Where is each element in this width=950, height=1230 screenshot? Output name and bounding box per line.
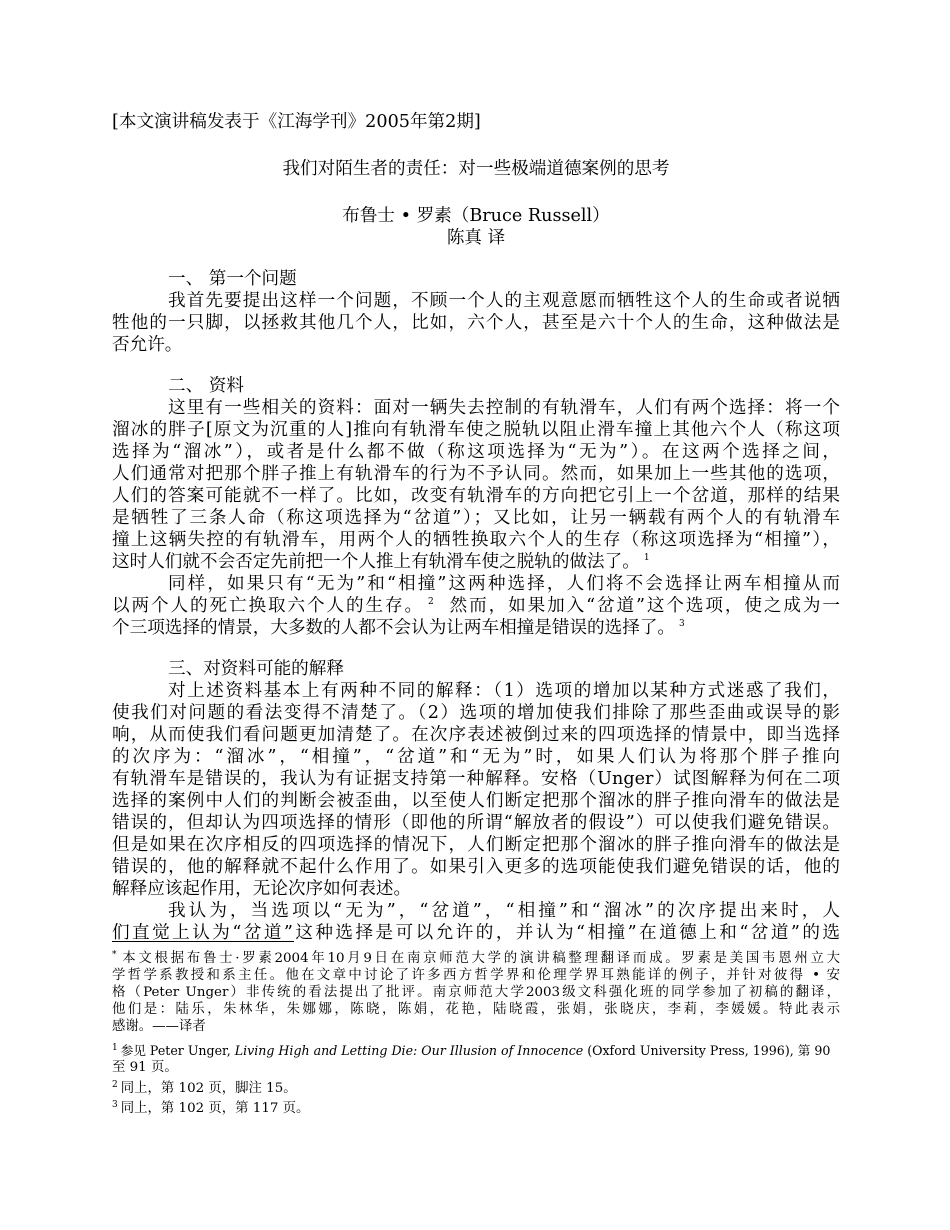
footnote-separator — [112, 941, 294, 942]
paragraph-line: 是牺牲了三条人命（称这项选择为“岔道”）；又比如，让另一辆载有两个人的有轨滑车 — [112, 508, 840, 528]
paragraph-line: 解释应该起作用，无论次序如何表述。 — [112, 879, 412, 899]
paragraph-line: 溜冰的胖子[原文为沉重的人]推向有轨滑车使之脱轨以阻止滑车撞上其他六个人（称这项 — [112, 420, 840, 440]
footnote-line: 感谢。——译者 — [112, 1019, 206, 1034]
author-line: 布鲁士 • 罗素（Bruce Russell） — [342, 206, 610, 226]
paragraph-line: 撞上这辆失控的有轨滑车，用两个人的牺牲换取六个人的生存（称这项选择为“相撞”）， — [112, 530, 840, 550]
paragraph-line: 同样，如果只有“无为”和“相撞”这两种选择，人们将不会选择让两车相撞从而 — [168, 574, 840, 594]
paragraph-line: 有轨滑车是错误的，我认为有证据支持第一种解释。安格（Unger）试图解释为何在二项 — [112, 769, 840, 789]
paragraph-line: 牲他的一只脚，以拯救其他几个人，比如，六个人，甚至是六十个人的生命，这种做法是 — [112, 313, 840, 333]
paragraph-line: 选择的案例中人们的判断会被歪曲，以至使人们断定把那个溜冰的胖子推向滑车的做法是 — [112, 791, 840, 811]
translator-line: 陈真 译 — [446, 228, 506, 248]
article-title: 我们对陌生者的责任：对一些极端道德案例的思考 — [282, 159, 670, 179]
footnote-star: * 本文根据布鲁士·罗素2004年10月9日在南京师范大学的演讲稿整理翻译而成。罗素是美国韦恩州立大 — [112, 950, 840, 966]
paragraph-line: 错误的，但却认为四项选择的情形（即他的所谓“解放者的假设”）可以使我们避免错误。 — [112, 813, 840, 833]
paragraph-line: 我首先要提出这样一个问题，不顾一个人的主观意愿而牺牲这个人的生命或者说牺 — [168, 291, 840, 311]
section-1-heading: 一、 第一个问题 — [168, 269, 297, 289]
paragraph-line: 否允许。 — [112, 335, 183, 355]
footnote-line: 他们是：陆乐，朱林华，朱娜娜，陈晓，陈娟，花艳，陆晓霞，张娟，张晓庆，李莉，李媛媛。特此表示 — [112, 1002, 840, 1017]
paragraph-line: 但是如果在次序相反的四项选择的情况下，人们断定把那个溜冰的胖子推向滑车的做法是 — [112, 835, 840, 855]
paragraph-line: 响，从而使我们看问题更加清楚了。在次序表述被倒过来的四项选择的情景中，即当选择 — [112, 725, 840, 745]
footnote-2: $^2$ 同上，第 102 页，脚注 15。 — [112, 1080, 297, 1096]
paragraph-line: 人们的答案可能就不一样了。比如，改变有轨滑车的方向把它引上一个岔道，那样的结果 — [112, 486, 840, 506]
footnote-line: 格（Peter Unger）非传统的看法提出了批评。南京师范大学2003级文科强化班的同学参加了初稿的翻译， — [112, 985, 840, 1000]
publication-note: [本文演讲稿发表于《江海学刊》2005年第2期] — [112, 112, 481, 132]
section-2-heading: 二、 资料 — [168, 376, 244, 396]
footnote-ref-2: 2 — [427, 597, 434, 607]
paragraph-line: 们直觉上认为“岔道”这种选择是可以允许的，并认为“相撞”在道德上和“岔道”的选 — [112, 923, 840, 943]
footnote-line: 至 91 页。 — [112, 1060, 178, 1075]
paragraph-line: 的次序为：“溜冰”，“相撞”，“岔道”和“无为”时，如果人们认为将那个胖子推向 — [112, 747, 840, 767]
paragraph-line: 以两个人的死亡换取六个人的生存。 $^2$ 然而，如果加入“岔道”这个选项，使之成为一 — [112, 596, 840, 616]
paragraph-line: 这时人们就不会否定先前把一个人推上有轨滑车使之脱轨的做法了。 $^1$ — [112, 552, 650, 572]
paragraph-line: 错误的，他的解释就不起什么作用了。如果引入更多的选项能使我们避免错误的话，他的 — [112, 857, 840, 877]
paragraph-line: 我认为，当选项以“无为”，“岔道”，“相撞”和“溜冰”的次序提出来时，人 — [168, 901, 840, 921]
footnote-ref-1: 1 — [643, 553, 650, 563]
footnote-line: 学哲学系教授和系主任。他在文章中讨论了许多西方哲学界和伦理学界耳熟能详的例子，并针对彼得 • 安 — [112, 968, 840, 983]
section-3-heading: 三、对资料可能的解释 — [168, 659, 344, 679]
paragraph-line: 使我们对问题的看法变得不清楚了。（2）选项的增加使我们排除了那些歪曲或误导的影 — [112, 703, 840, 723]
footnote-1: $^1$ 参见 Peter Unger, Living High and Letting Die: Our Illusion of Innocence (Oxford University Press, 1996), 第 90 — [112, 1043, 831, 1058]
paragraph-line: 人们通常对把那个胖子推上有轨滑车的行为不予认同。然而，如果加上一些其他的选项， — [112, 464, 840, 484]
footnote-ref-3: 3 — [679, 619, 685, 629]
paragraph-line: 这里有一些相关的资料：面对一辆失去控制的有轨滑车，人们有两个选择：将一个 — [168, 398, 840, 418]
paragraph-line: 对上述资料基本上有两种不同的解释：（1）选项的增加以某种方式迷惑了我们， — [168, 681, 840, 701]
paragraph-line: 个三项选择的情景，大多数的人都不会认为让两车相撞是错误的选择了。 $^3$ — [112, 618, 685, 638]
document-page — [112, 0, 840, 1230]
paragraph-line: 选择为“溜冰”），或者是什么都不做（称这项选择为“无为”）。在这两个选择之间， — [112, 442, 840, 462]
footnote-3: $^3$ 同上，第 102 页，第 117 页。 — [112, 1100, 310, 1116]
